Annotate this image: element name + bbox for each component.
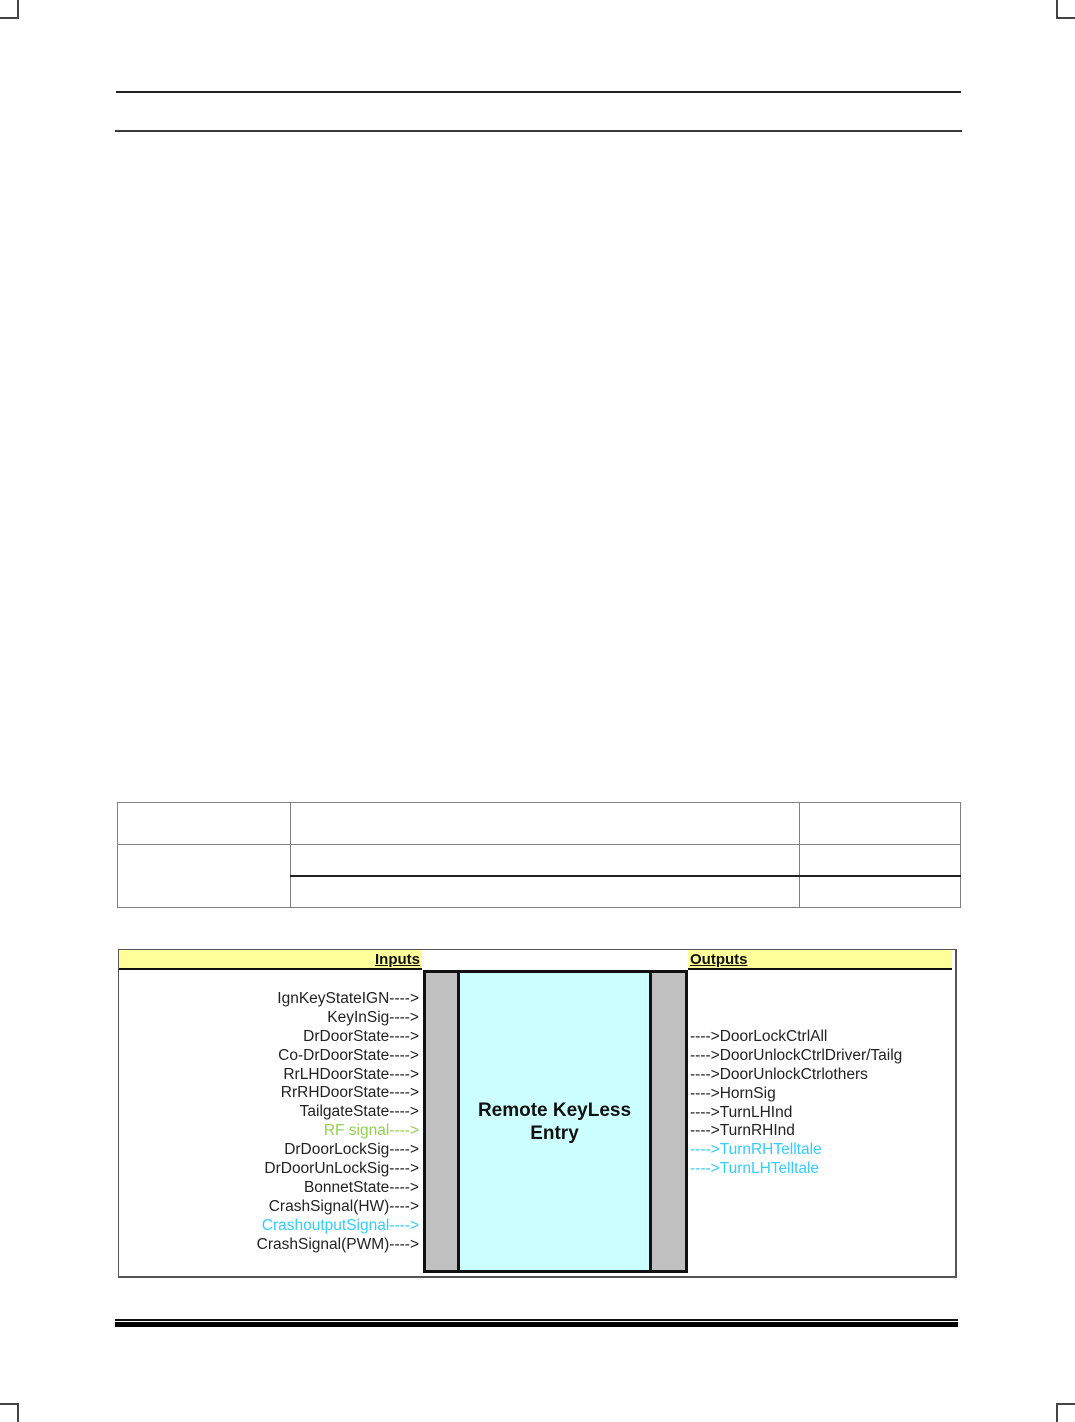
table-cell	[800, 876, 961, 907]
input-signal: Co-DrDoorState---->	[278, 1046, 419, 1064]
output-signal: ---->DoorLockCtrlAll	[690, 1028, 828, 1045]
output-signal-list	[690, 1028, 953, 1179]
output-signal: ---->TurnLHInd	[690, 1103, 793, 1121]
footer-rule-thin	[115, 1319, 958, 1321]
table-cell	[291, 803, 800, 845]
output-signal: ---->DoorUnlockCtrlothers	[690, 1065, 868, 1083]
crop-mark-bottom-right	[1056, 1403, 1075, 1422]
input-signal: DrDoorLockSig---->	[284, 1141, 419, 1159]
input-signal: BonnetState---->	[303, 1178, 419, 1196]
table-cell	[291, 876, 800, 907]
block-title	[478, 1099, 631, 1145]
footer-rule-thick	[115, 1322, 958, 1327]
inputs-header: Inputs	[119, 950, 422, 970]
rke-function-block	[423, 970, 688, 1273]
input-signal: IgnKeyStateIGN---->	[277, 990, 419, 1007]
input-signal: RrLHDoorState---->	[283, 1065, 419, 1083]
table-cell	[800, 803, 961, 845]
input-signal-list	[257, 990, 419, 1254]
header-rule-bottom	[115, 130, 962, 132]
table-cell-merged	[118, 845, 291, 908]
table-cell	[291, 845, 800, 876]
input-signal: RrRHDoorState---->	[280, 1084, 419, 1102]
block-title-line2: Entry	[530, 1122, 579, 1144]
crop-mark-top-left	[0, 0, 19, 19]
input-signal: DrDoorUnLockSig---->	[264, 1160, 419, 1178]
crop-mark-bottom-left	[0, 1403, 19, 1422]
header-rule-top	[116, 91, 961, 93]
output-signal: ---->TurnLHTelltale	[690, 1160, 820, 1178]
table-cell	[800, 845, 961, 876]
crop-mark-top-right	[1056, 0, 1075, 19]
input-signal: RF signal---->	[323, 1122, 419, 1140]
input-signal: CrashSignal(PWM)---->	[256, 1235, 419, 1253]
input-signal: KeyInSig---->	[327, 1008, 419, 1026]
output-signal: ---->TurnRHTelltale	[690, 1141, 822, 1159]
input-signal: CrashSignal(HW)---->	[268, 1197, 419, 1215]
rke-block-core	[457, 973, 652, 1270]
block-title-line1: Remote KeyLess	[477, 1099, 632, 1121]
input-signal: CrashoutputSignal---->	[261, 1216, 419, 1234]
rke-context-diagram	[118, 949, 957, 1278]
input-signal: TailgateState---->	[299, 1103, 419, 1121]
revision-table	[117, 802, 961, 908]
table-row	[118, 803, 961, 845]
output-signal: ---->HornSig	[690, 1084, 776, 1102]
table-row	[118, 845, 961, 876]
outputs-header: Outputs	[688, 950, 952, 970]
output-signal: ---->DoorUnlockCtrlDriver/Tailg	[690, 1046, 903, 1064]
input-signal: DrDoorState---->	[303, 1027, 419, 1045]
block-header-blank	[424, 950, 686, 970]
table-cell	[118, 803, 291, 845]
output-signal: ---->TurnRHInd	[690, 1122, 795, 1140]
